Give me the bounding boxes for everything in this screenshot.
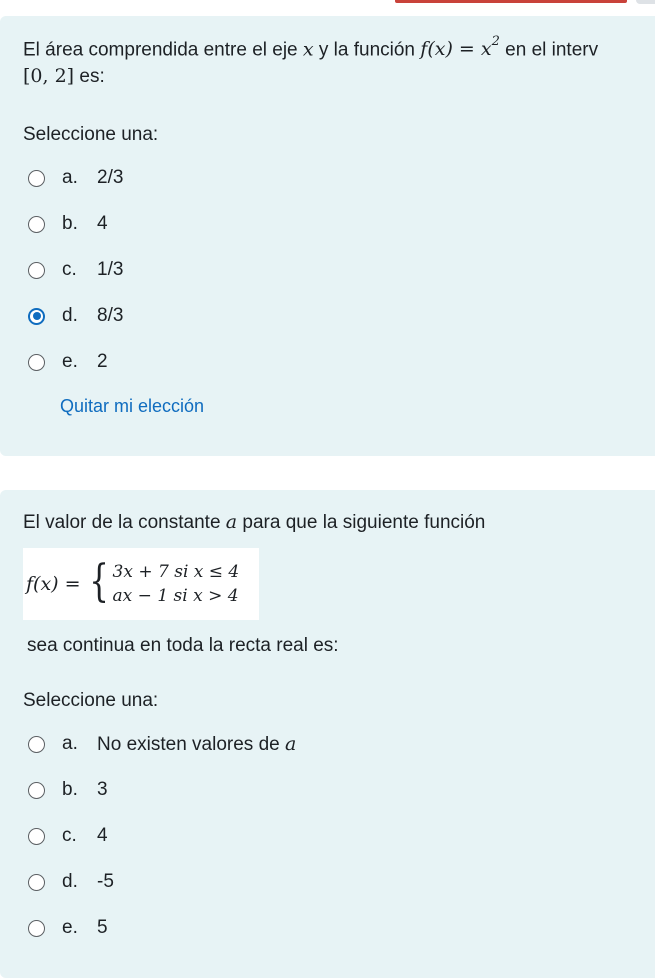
question-2-prompt: Seleccione una:	[23, 690, 159, 711]
formula-case-2: ax − 1 si x > 4	[112, 586, 239, 606]
question-1-option-a[interactable]	[28, 163, 123, 193]
question-1-text-mid: y la función	[318, 39, 416, 61]
question-1-option-d[interactable]	[28, 301, 123, 331]
option-text: 1/3	[97, 259, 124, 280]
radio-button[interactable]	[28, 354, 45, 371]
question-2-option-d[interactable]	[28, 867, 114, 897]
radio-button[interactable]	[28, 216, 45, 233]
radio-button[interactable]	[28, 782, 45, 799]
radio-button[interactable]	[28, 170, 45, 187]
option-letter: b.	[62, 779, 78, 800]
question-2-option-e[interactable]	[28, 913, 108, 943]
option-letter: e.	[62, 917, 78, 938]
piecewise-function-image	[23, 548, 259, 620]
question-2-var-a: a	[225, 511, 238, 533]
question-2-text-before: El valor de la constante	[23, 512, 221, 533]
formula-case-1: 3x + 7 si x ≤ 4	[112, 562, 240, 582]
question-1-prompt: Seleccione una:	[23, 124, 159, 145]
question-2-option-a[interactable]	[28, 729, 296, 759]
option-letter: d.	[62, 871, 78, 892]
question-2-option-b[interactable]	[28, 775, 108, 805]
option-letter: c.	[62, 259, 77, 280]
option-text: 5	[97, 917, 108, 938]
question-1-function-exponent: 2	[491, 34, 500, 49]
question-2-text-line-1	[23, 506, 485, 539]
question-1-option-c[interactable]	[28, 255, 123, 285]
radio-button-selected[interactable]	[28, 308, 45, 325]
option-letter: a.	[62, 167, 78, 188]
question-1-text-line-1	[23, 29, 598, 66]
option-text: 2/3	[97, 167, 124, 188]
option-var-a: a	[285, 732, 297, 755]
option-text: 8/3	[97, 305, 124, 326]
option-letter: b.	[62, 213, 78, 234]
clear-choice-link[interactable]: Quitar mi elección	[60, 396, 205, 416]
question-2-text-line-2: sea continua en toda la recta real es:	[27, 635, 339, 656]
option-text: 4	[97, 213, 108, 234]
question-1-text-end: es:	[79, 66, 105, 87]
question-1-text-before: El área comprendida entre el eje	[23, 39, 298, 61]
question-1-function-base: f(x) = x	[420, 38, 492, 61]
question-1-text-after: en el interv	[505, 39, 599, 61]
option-text	[97, 733, 296, 756]
option-letter: a.	[62, 733, 78, 754]
formula-lhs: f(x) =	[26, 573, 81, 595]
option-letter: c.	[62, 825, 77, 846]
radio-button[interactable]	[28, 736, 45, 753]
radio-button[interactable]	[28, 874, 45, 891]
option-letter: d.	[62, 305, 78, 326]
question-1-option-b[interactable]	[28, 209, 108, 239]
radio-button[interactable]	[28, 262, 45, 279]
option-text: 4	[97, 825, 108, 846]
question-2-text-after: para que la siguiente función	[242, 512, 486, 533]
option-text: 2	[97, 351, 108, 372]
question-1-var-x: x	[302, 38, 314, 61]
previous-card-edge	[636, 0, 655, 4]
option-text: 3	[97, 779, 108, 800]
question-1-interval: [0, 2]	[23, 65, 75, 87]
brace-icon: {	[88, 556, 109, 607]
radio-button[interactable]	[28, 920, 45, 937]
question-1-option-e[interactable]	[28, 347, 108, 377]
option-letter: e.	[62, 351, 78, 372]
previous-card-border	[395, 0, 627, 3]
radio-button[interactable]	[28, 828, 45, 845]
top-edge	[0, 0, 655, 16]
formula-cases	[113, 560, 240, 608]
question-2-option-c[interactable]	[28, 821, 108, 851]
question-1-text-line-2	[23, 60, 105, 93]
question-1-function	[420, 34, 500, 61]
option-text: -5	[97, 871, 114, 892]
option-text-words: No existen valores de	[97, 733, 280, 755]
